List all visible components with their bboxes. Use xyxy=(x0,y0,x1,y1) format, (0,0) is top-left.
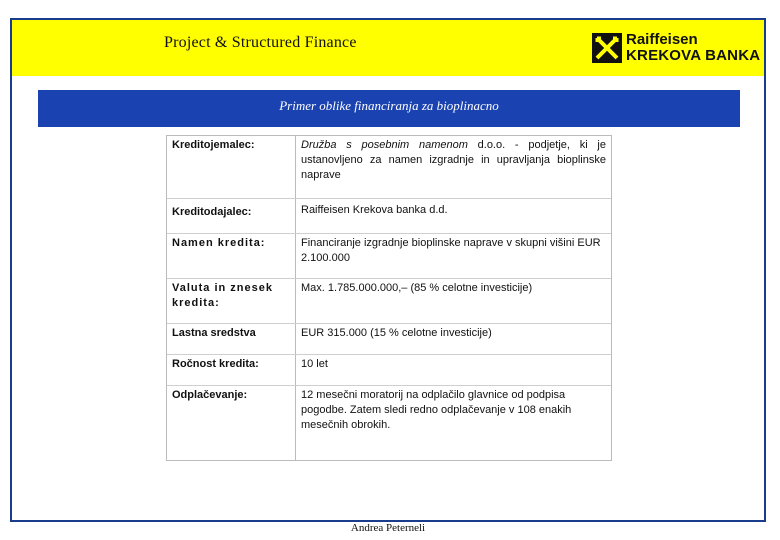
table-row xyxy=(167,136,611,199)
table-row xyxy=(167,355,611,386)
table-row xyxy=(167,279,611,324)
row-value: Financiranje izgradnje bioplinske naprave v skupni višini EUR 2.100.000 xyxy=(296,234,612,279)
row-value-italic: Družba s posebnim namenom xyxy=(301,139,468,151)
row-value: 10 let xyxy=(296,355,612,386)
row-label: Lastna sredstva xyxy=(167,324,296,355)
row-label: Namen kredita: xyxy=(167,234,296,279)
raiffeisen-logo xyxy=(592,32,762,66)
row-value: 12 mesečni moratorij na odplačilo glavnice od podpisa pogodbe. Zatem sledi redno odplačevanje v 108 enakih mesečnih obrokih. xyxy=(301,389,572,431)
row-label: Kreditodajalec: xyxy=(167,199,296,234)
footer-author: Andrea Peterneli xyxy=(350,522,426,534)
table-row xyxy=(167,199,611,234)
table-row xyxy=(167,386,611,461)
table-row xyxy=(167,234,611,279)
header-title: Project & Structured Finance xyxy=(164,34,357,51)
title-banner xyxy=(38,90,740,127)
row-value: EUR 315.000 (15 % celotne investicije) xyxy=(296,324,612,355)
row-label: Ročnost kredita: xyxy=(167,355,296,386)
banner-title: Primer oblike financiranja za bioplinacno xyxy=(279,98,499,113)
row-label: Odplačevanje: xyxy=(167,386,296,461)
financing-table xyxy=(166,135,612,461)
raiffeisen-cross-icon xyxy=(592,33,622,63)
logo-line1: Raiffeisen xyxy=(626,31,698,48)
row-value-text: d.o.o. - podjetje, ki je ustanovljeno za namen izgradnje in upravljanja bioplinske naprave xyxy=(301,139,606,181)
row-value: Max. 1.785.000.000,– (85 % celotne investicije) xyxy=(296,279,612,324)
row-value: Raiffeisen Krekova banka d.d. xyxy=(296,199,612,234)
slide-frame xyxy=(10,18,766,534)
table-row xyxy=(167,324,611,355)
logo-text xyxy=(626,32,760,64)
row-label: Valuta in znesek kredita: xyxy=(167,279,296,324)
header-band xyxy=(12,20,764,76)
logo-line2: KREKOVA BANKA xyxy=(626,47,761,64)
row-label: Kreditojemalec: xyxy=(167,136,296,199)
row-value xyxy=(296,136,612,199)
